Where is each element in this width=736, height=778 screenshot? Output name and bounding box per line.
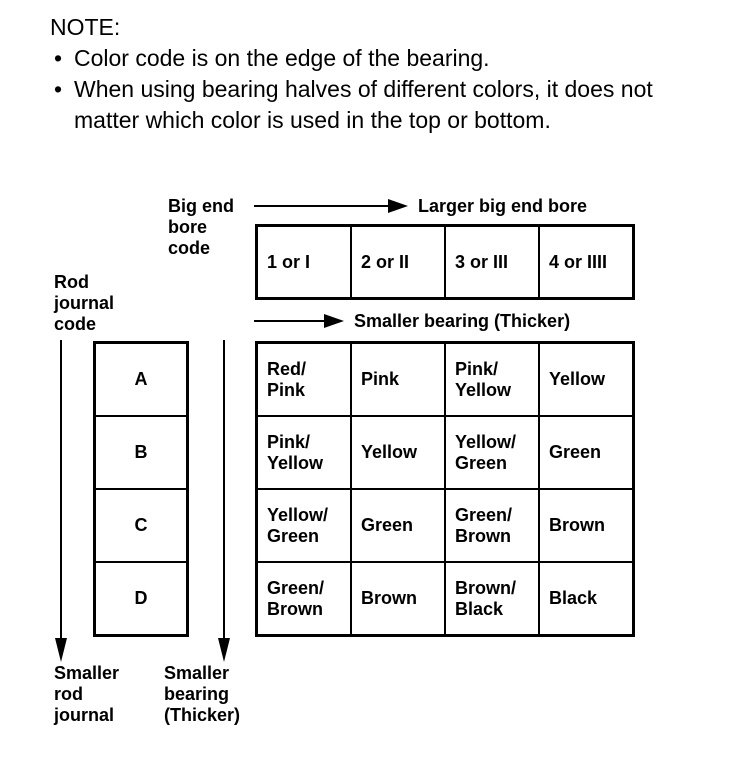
journal-code-cell: D [95, 562, 187, 635]
journal-code-cell: B [95, 416, 187, 489]
bearing-color-cell: Brown [539, 489, 633, 562]
down-arrow-icon [214, 340, 234, 664]
larger-big-end-bore-label: Larger big end bore [418, 196, 588, 216]
bearing-color-cell: Black [539, 562, 633, 635]
journal-code-table [93, 341, 189, 637]
note-item [50, 74, 664, 136]
journal-code-cell: A [95, 343, 187, 416]
right-arrow-icon [254, 196, 414, 216]
note-item-text: Color code is on the edge of the bearing. [74, 45, 490, 71]
note-item [50, 43, 664, 74]
bore-code-cell: 1 or I [257, 226, 351, 298]
bore-code-table [255, 224, 635, 300]
bearing-color-table [255, 341, 635, 637]
bore-code-cell: 4 or IIII [539, 226, 633, 298]
bearing-color-cell: Yellow [539, 343, 633, 416]
smaller-bearing-thicker-label: Smaller bearing (Thicker) [354, 311, 571, 331]
down-arrow-icon [51, 340, 71, 664]
bore-code-cell: 2 or II [351, 226, 445, 298]
bearing-color-cell: Green/ Brown [257, 562, 351, 635]
bearing-color-cell: Yellow/ Green [257, 489, 351, 562]
bearing-color-cell: Pink/ Yellow [445, 343, 539, 416]
rod-journal-code-label: Rod journal code [54, 272, 115, 334]
bullet-icon: • [54, 45, 63, 71]
bearing-color-cell: Yellow/ Green [445, 416, 539, 489]
note-section [50, 12, 664, 136]
smaller-bearing-thicker-bottom-label: Smaller bearing (Thicker) [164, 663, 241, 725]
bearing-color-cell: Brown [351, 562, 445, 635]
bearing-color-cell: Green [539, 416, 633, 489]
smaller-rod-journal-label: Smaller rod journal [54, 663, 120, 725]
big-end-bore-code-label: Big end bore code [168, 196, 234, 258]
bearing-color-cell: Pink/ Yellow [257, 416, 351, 489]
bearing-color-cell: Green/ Brown [445, 489, 539, 562]
bullet-icon: • [54, 76, 63, 102]
right-arrow-icon [254, 311, 350, 331]
note-item-text: When using bearing halves of different colors, it does not matter which color is used in the top or bottom. [74, 76, 653, 133]
bearing-color-cell: Brown/ Black [445, 562, 539, 635]
bearing-color-cell: Red/ Pink [257, 343, 351, 416]
bearing-color-cell: Pink [351, 343, 445, 416]
journal-code-cell: C [95, 489, 187, 562]
bearing-color-cell: Yellow [351, 416, 445, 489]
bearing-color-cell: Green [351, 489, 445, 562]
note-title: NOTE: [50, 14, 121, 40]
bore-code-cell: 3 or III [445, 226, 539, 298]
